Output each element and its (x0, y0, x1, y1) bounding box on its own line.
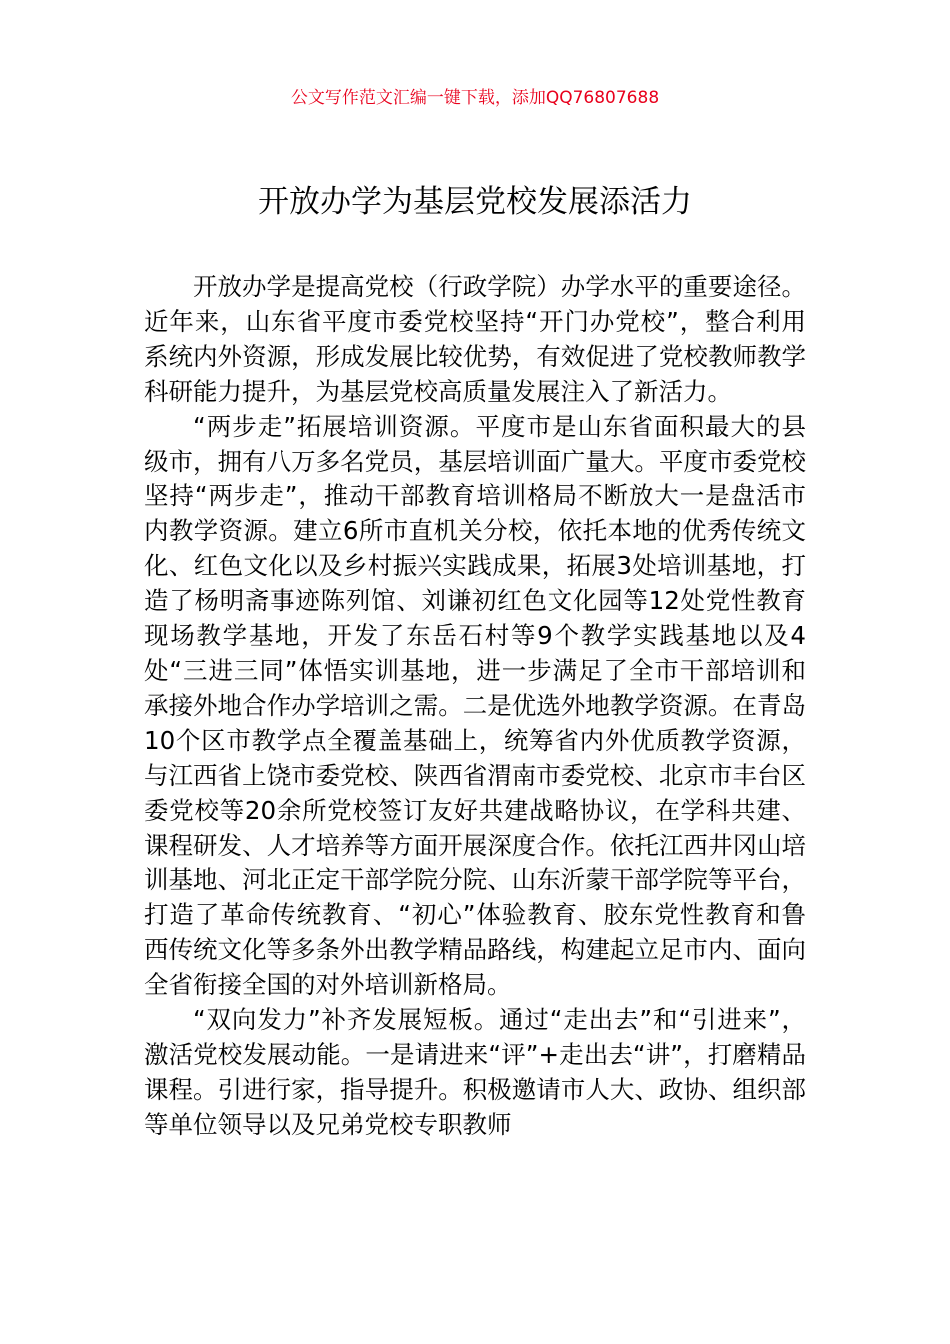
document-body (144, 270, 806, 1143)
paragraph-1: 开放办学是提高党校（行政学院）办学水平的重要途径。近年来，山东省平度市委党校坚持“开门办党校”，整合利用系统内外资源，形成发展比较优势，有效促进了党校教师教学科研能力提升，为基层党校高质量发展注入了新活力。 (144, 272, 806, 406)
paragraph-3: “双向发力”补齐发展短板。通过“走出去”和“引进来”，激活党校发展动能。一是请进来“评”+走出去“讲”，打磨精品课程。引进行家，指导提升。积极邀请市人大、政协、组织部等单位领导以及兄弟党校专职教师 (144, 1005, 806, 1139)
paragraph-2: “两步走”拓展培训资源。平度市是山东省面积最大的县级市，拥有八万多名党员，基层培训面广量大。平度市委党校坚持“两步走”，推动干部教育培训格局不断放大一是盘活市内教学资源。建立6所市直机关分校，依托本地的优秀传统文化、红色文化以及乡村振兴实践成果，拓展3处培训基地，打造了杨明斋事迹陈列馆、刘谦初红色文化园等12处党性教育现场教学基地，开发了东岳石村等9个教学实践基地以及4处“三进三同”体悟实训基地，进一步满足了全市干部培训和承接外地合作办学培训之需。二是优选外地教学资源。在青岛10个区市教学点全覆盖基础上，统筹省内外优质教学资源，与江西省上饶市委党校、陕西省渭南市委党校、北京市丰台区委党校等20余所党校签订友好共建战略协议，在学科共建、课程研发、人才培养等方面开展深度合作。依托江西井冈山培训基地、河北正定干部学院分院、山东沂蒙干部学院等平台，打造了革命传统教育、“初心”体验教育、胶东党性教育和鲁西传统文化等多条外出教学精品路线，构建起立足市内、面向全省衔接全国的对外培训新格局。 (144, 411, 806, 1000)
document-title: 开放办学为基层党校发展添活力 (258, 184, 692, 220)
download-banner: 公文写作范文汇编一键下载，添加QQ76807688 (290, 88, 660, 108)
